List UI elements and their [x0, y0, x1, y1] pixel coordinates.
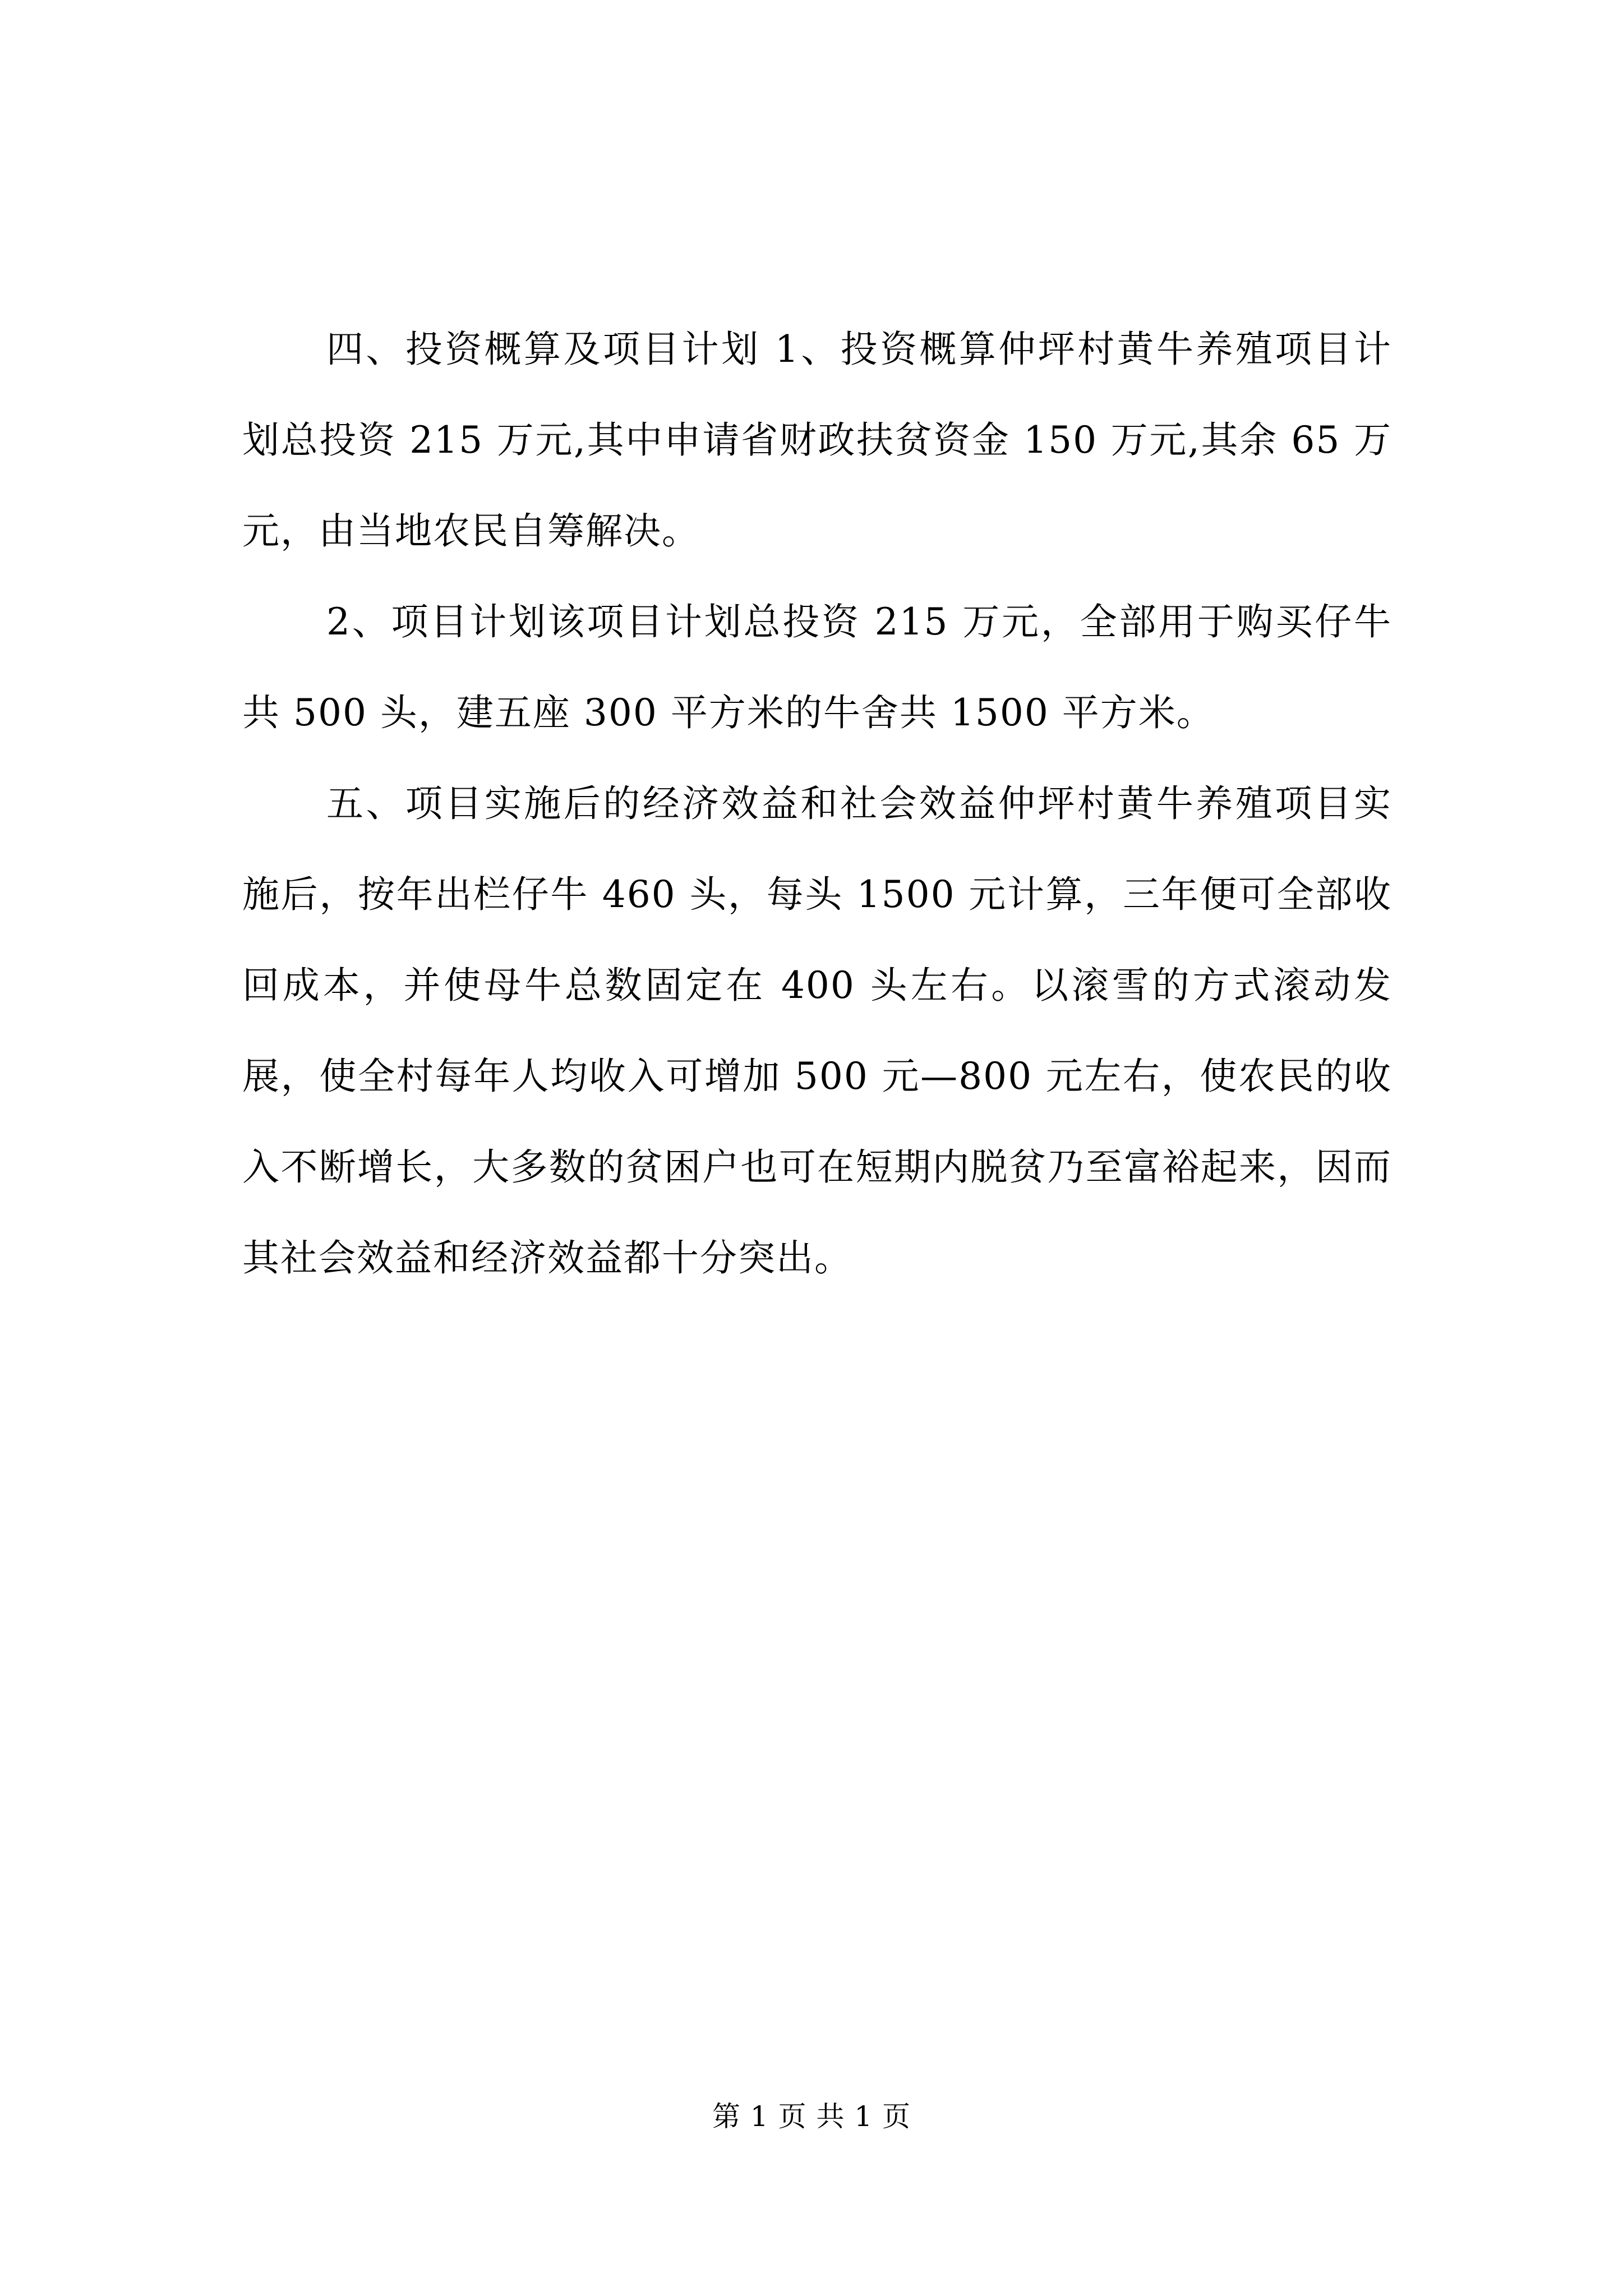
document-body	[242, 304, 1392, 1304]
page-footer: 第 1 页 共 1 页	[712, 2100, 911, 2133]
paragraph-benefits: 五、项目实施后的经济效益和社会效益仲坪村黄牛养殖项目实施后，按年出栏仔牛 460 头，每头 1500 元计算，三年便可全部收回成本，并使母牛总数固定在 400 头左右。以滚雪的方式滚动发展，使全村每年人均收入可增加 500 元—800 元左右，使农民的收入不断增长，大多数的贫困户也可在短期内脱贫乃至富裕起来，因而其社会效益和经济效益都十分突出。	[242, 782, 1392, 1280]
paragraph-project-plan: 2、项目计划该项目计划总投资 215 万元，全部用于购买仔牛共 500 头，建五座 300 平方米的牛舍共 1500 平方米。	[242, 600, 1392, 734]
paragraph-investment-budget: 四、投资概算及项目计划 1、投资概算仲坪村黄牛养殖项目计划总投资 215 万元,其中申请省财政扶贫资金 150 万元,其余 65 万元，由当地农民自筹解决。	[242, 328, 1392, 553]
